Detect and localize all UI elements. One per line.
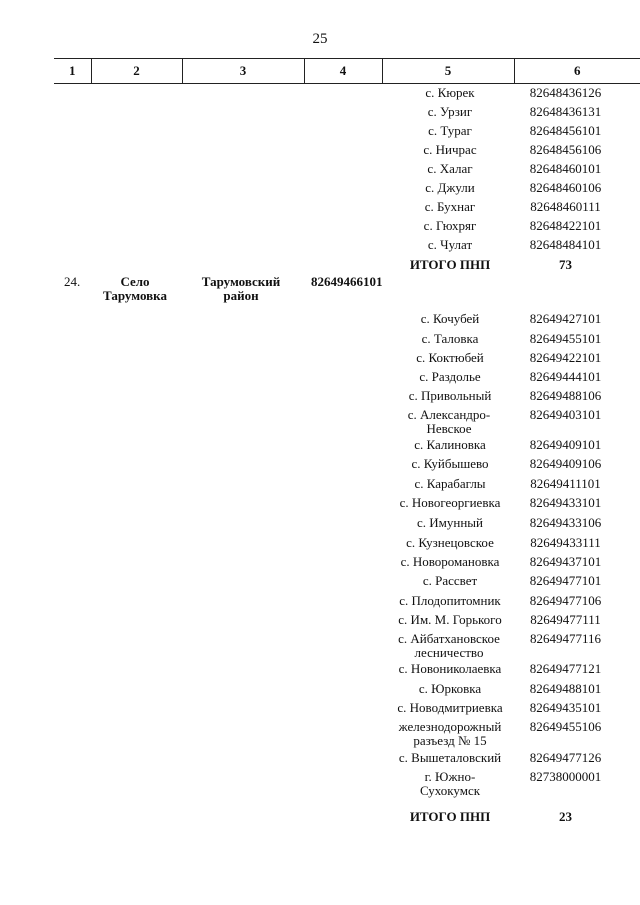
settlement-code: 82649477116 [529,631,602,646]
settlement-name: с. Новоромановка [400,554,500,569]
settlement-name: с. Куйбышево [411,456,489,471]
settlement-name: с. Александро-Невское [407,407,491,436]
settlement-name: с. Кюрек [425,85,475,100]
settlement-code: 82648460111 [530,199,601,214]
settlement-code: 82649477126 [529,750,602,765]
page-number: 25 [312,31,328,47]
settlement-name: с. Гюхряг [423,218,477,233]
settlement-code: 82649455101 [529,331,602,346]
settlement-name: с. Джули [425,180,475,195]
settlement-code: 82649477121 [529,661,602,676]
settlement-code: 82648456106 [529,142,602,157]
settlement-code: 82649433106 [529,515,602,530]
total-label: ИТОГО ПНП [409,809,491,824]
settlement-code: 82738000001 [529,769,602,784]
entry-code: 82649466101 [311,274,383,289]
settlement-code: 82648460106 [529,180,602,195]
settlement-name: с. Кочубей [420,311,480,326]
settlement-code: 82649403101 [529,407,602,422]
settlement-code: 82649477101 [529,573,602,588]
settlement-name: с. Карабаглы [414,476,486,491]
column-header-6: 6 [514,59,640,84]
settlement-name: с. Юрковка [418,681,482,696]
settlement-code: 82649433111 [530,535,601,550]
settlement-name: с. Новодмитриевка [397,700,503,715]
total-label: ИТОГО ПНП [409,257,491,272]
settlement-name: с. Вышеталовский [398,750,502,765]
settlement-name: с. Коктюбей [416,350,484,365]
settlement-code: 82648436126 [529,85,602,100]
settlement-name: с. Халаг [427,161,473,176]
total-value: 23 [559,809,572,824]
settlement-code: 82648456101 [529,123,602,138]
settlement-name: с. Новогеоргиевка [399,495,501,510]
settlement-name: с. Раздолье [419,369,481,384]
column-header-table [54,58,640,84]
settlement-name: с. Бухнаг [424,199,476,214]
settlement-name: железнодорожный разъезд № 15 [398,719,502,748]
settlement-code: 82649477111 [530,612,601,627]
settlement-name: с. Рассвет [422,573,478,588]
settlement-name: г. Южно-Сухокумск [419,769,481,798]
entry-district: Тарумовский район [201,274,281,303]
column-header-1: 1 [54,59,91,84]
settlement-code: 82648484101 [529,237,602,252]
settlement-name: с. Тураг [428,123,472,138]
settlement-code: 82649433101 [529,495,602,510]
settlement-name: с. Имунный [417,515,483,530]
settlement-code: 82648436131 [529,104,602,119]
settlement-code: 82649427101 [529,311,602,326]
settlement-code: 82649411101 [530,476,601,491]
settlement-name: с. Чулат [427,237,473,252]
total-value: 73 [559,257,572,272]
column-header-5: 5 [382,59,514,84]
column-header-2: 2 [91,59,182,84]
settlement-name: с. Привольный [408,388,492,403]
settlement-name: с. Плодопитомник [399,593,501,608]
column-header-3: 3 [182,59,304,84]
settlement-name: с. Таловка [421,331,479,346]
settlement-code: 82648422101 [529,218,602,233]
entry-name: Село Тарумовка [103,274,167,303]
settlement-name: с. Айбатхановское лесничество [398,631,500,660]
settlement-name: с. Новониколаевка [398,661,502,676]
settlement-code: 82649455106 [529,719,602,734]
entry-number: 24. [64,274,81,289]
settlement-code: 82649422101 [529,350,602,365]
settlement-code: 82649437101 [529,554,602,569]
settlement-code: 82649409101 [529,437,602,452]
settlement-code: 82649435101 [529,700,602,715]
settlement-code: 82649409106 [529,456,602,471]
settlement-code: 82649477106 [529,593,602,608]
settlement-code: 82648460101 [529,161,602,176]
settlement-name: с. Им. М. Горького [398,612,502,627]
settlement-name: с. Кузнецовское [406,535,494,550]
settlement-name: с. Калиновка [414,437,486,452]
column-header-4: 4 [304,59,382,84]
settlement-code: 82649488106 [529,388,602,403]
settlement-code: 82649444101 [529,369,602,384]
settlement-code: 82649488101 [529,681,602,696]
settlement-name: с. Ничрас [423,142,477,157]
settlement-name: с. Урзиг [427,104,473,119]
